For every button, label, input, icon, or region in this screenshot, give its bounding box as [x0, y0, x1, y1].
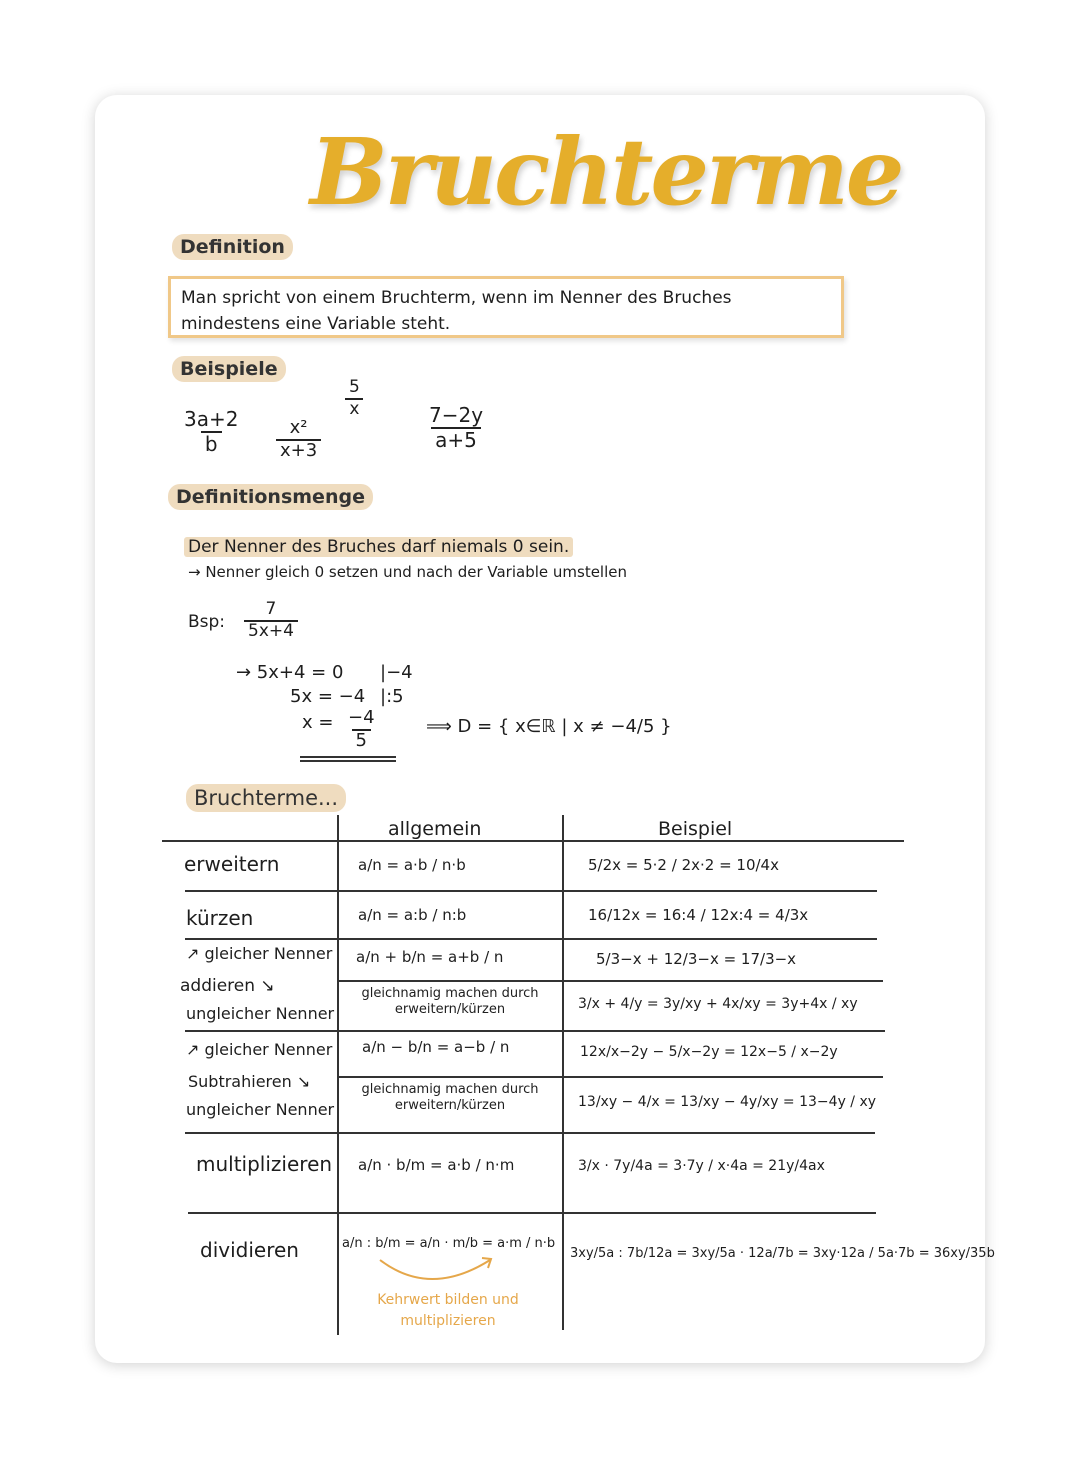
row-name-kuerzen: kürzen [186, 906, 254, 930]
table-divider-right [562, 815, 564, 1330]
table-line-6 [185, 1132, 875, 1134]
page-title: Bruchterme [310, 118, 902, 226]
table-line-header [162, 840, 904, 842]
table-label: Bruchterme... [186, 784, 346, 812]
step-1-operation: |−4 [380, 662, 413, 683]
definition-text: Man spricht von einem Bruchterm, wenn im Nenner des Bruches mindestens eine Variable steht. [181, 288, 732, 334]
general-kuerzen: a/n = a:b / n:b [358, 906, 467, 924]
solution-underline-1 [300, 756, 396, 758]
example-fraction-4: $\frac{7-2y}{a+5}$ [429, 403, 484, 452]
step-3-equation: x = [302, 712, 334, 733]
example-erweitern: 5/2x = 5·2 / 2x·2 = 10/4x [588, 856, 779, 874]
row-name-add-same: ↗ gleicher Nenner [186, 944, 333, 963]
definition-box [168, 276, 844, 338]
general-add-different: gleichnamig machen durch erweitern/kürzen [361, 986, 539, 1017]
table-line-4 [185, 1030, 885, 1032]
domain-result: ⟹ D = { x∈ℝ | x ≠ −4/5 } [426, 716, 672, 737]
definition-label: Definition [172, 234, 293, 260]
example-sub-same: 12x/x−2y − 5/x−2y = 12x−5 / x−2y [580, 1044, 838, 1060]
row-name-dividieren: dividieren [200, 1238, 299, 1262]
general-add-same: a/n + b/n = a+b / n [356, 948, 504, 966]
row-name-addieren: addieren ↘ [180, 976, 275, 996]
table-line-2 [185, 938, 877, 940]
example-add-different: 3/x + 4/y = 3y/xy + 4x/xy = 3y+4x / xy [578, 996, 858, 1012]
solution-underline-2 [300, 760, 396, 762]
example-fraction-2: $\frac{\text{x²}}{x+3}$ [276, 418, 321, 461]
solution-fraction: $\frac{-4}{5}$ [348, 707, 375, 751]
domain-hint: → Nenner gleich 0 setzen und nach der Variable umstellen [188, 563, 628, 581]
general-erweitern: a/n = a·b / n·b [358, 856, 466, 874]
general-sub-different: gleichnamig machen durch erweitern/kürzen [361, 1082, 539, 1113]
reciprocal-note: Kehrwert bilden und multiplizieren [377, 1292, 519, 1329]
step-2-equation: 5x = −4 [290, 686, 366, 707]
example-dividieren: 3xy/5a : 7b/12a = 3xy/5a · 12a/7b = 3xy·12a / 5a·7b = 36xy/35b [570, 1246, 995, 1261]
example-sub-different: 13/xy − 4/x = 13/xy − 4y/xy = 13−4y / xy [578, 1094, 877, 1110]
general-multiplizieren: a/n · b/m = a·b / n·m [358, 1156, 515, 1174]
table-line-3 [338, 980, 883, 982]
step-1-equation: → 5x+4 = 0 [236, 662, 344, 683]
row-name-erweitern: erweitern [184, 852, 280, 876]
example-fraction-3: $\frac{5}{x}$ [345, 378, 364, 419]
general-dividieren: a/n : b/m = a/n · m/b = a·m / n·b [342, 1236, 556, 1251]
row-name-sub-different: ungleicher Nenner [186, 1100, 335, 1119]
general-sub-same: a/n − b/n = a−b / n [362, 1038, 510, 1056]
table-line-7 [188, 1212, 876, 1214]
domain-label: Definitionsmenge [168, 484, 373, 510]
examples-label: Beispiele [172, 356, 286, 382]
example-multiplizieren: 3/x · 7y/4a = 3·7y / x·4a = 21y/4ax [578, 1158, 825, 1174]
domain-rule: Der Nenner des Bruches darf niemals 0 sein. [184, 537, 573, 557]
table-divider-left [337, 815, 339, 1335]
example-add-same: 5/3−x + 12/3−x = 17/3−x [596, 950, 797, 968]
example-label: Bsp: [188, 612, 226, 632]
table-line-5 [338, 1076, 883, 1078]
header-example: Beispiel [658, 818, 733, 840]
row-name-sub-same: ↗ gleicher Nenner [186, 1040, 333, 1059]
reciprocal-arrow [370, 1254, 510, 1294]
example-kuerzen: 16/12x = 16:4 / 12x:4 = 4/3x [588, 906, 809, 924]
row-name-multiplizieren: multiplizieren [196, 1152, 333, 1176]
example-fraction-1: $\frac{3a+2}{b}$ [184, 407, 239, 456]
step-2-operation: |:5 [380, 686, 404, 707]
row-name-add-different: ungleicher Nenner [186, 1004, 335, 1023]
header-general: allgemein [388, 818, 482, 840]
table-line-1 [185, 890, 877, 892]
row-name-subtrahieren: Subtrahieren ↘ [188, 1072, 311, 1091]
domain-example-fraction: $\frac{7}{5x+4}$ [244, 600, 298, 641]
